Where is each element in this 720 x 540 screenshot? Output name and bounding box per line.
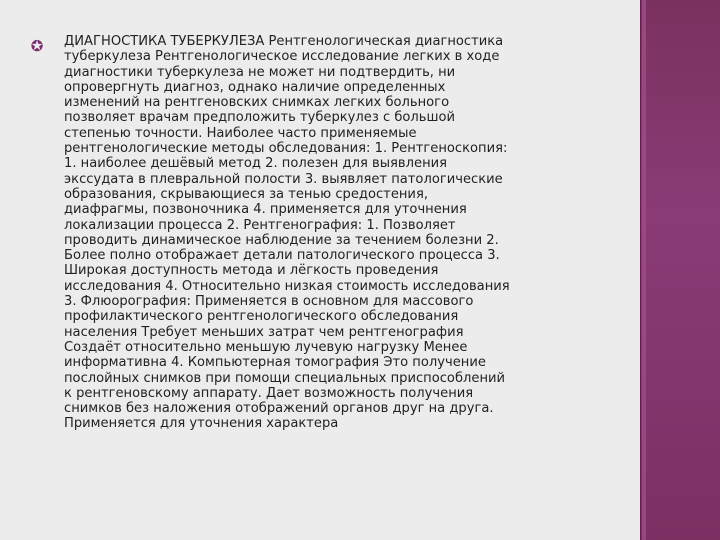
slide-body-text: ДИАГНОСТИКА ТУБЕРКУЛЕЗА Рентгенологическая диагностика туберкулеза Рентгенологическое исследование легких в ходе диагностики туберкулеза не может ни подтвердить, ни опровергнуть диагноз, однако наличие определенных изменений на рентгеновских снимках легких больного позволяет врачам предположить туберкулез с большой степенью точности. Наиболее часто применяемые рентгенологические методы обследования: 1. Рентгеноскопия: 1. наиболее дешёвый метод 2. полезен для выявления экссудата в плевральной полости 3. выявляет патологические образования, скрывающиеся за тенью средостения, диафрагмы, позвоночника 4. применяется для уточнения локализации процесса 2. Рентгенография: 1. Позволяет проводить динамическое наблюдение за течением болезни 2. Более полно отображает детали патологического процесса 3. Широкая доступность метода и лёгкость проведения исследования 4. Относительно низкая стоимость исследования 3. Флюорография: Применяется в основном для массового профилактического рентгенологического обследования населения Требует меньших затрат чем рентгенография Создаёт относительно меньшую лучевую нагрузку Менее информативна 4. Компьютерная томография Это получение послойных снимков при помощи специальных приспособлений к рентгеновскому аппарату. Дает возможность получения снимков без наложения отображений органов друг на друга. Применяется для уточнения характера [64, 34, 510, 432]
decorative-side-band [640, 0, 720, 540]
decorative-side-edge [640, 0, 641, 540]
decorative-side-stripe [642, 0, 646, 540]
slide-content [28, 34, 634, 514]
circle-bullet-icon: ✪ [30, 37, 44, 55]
